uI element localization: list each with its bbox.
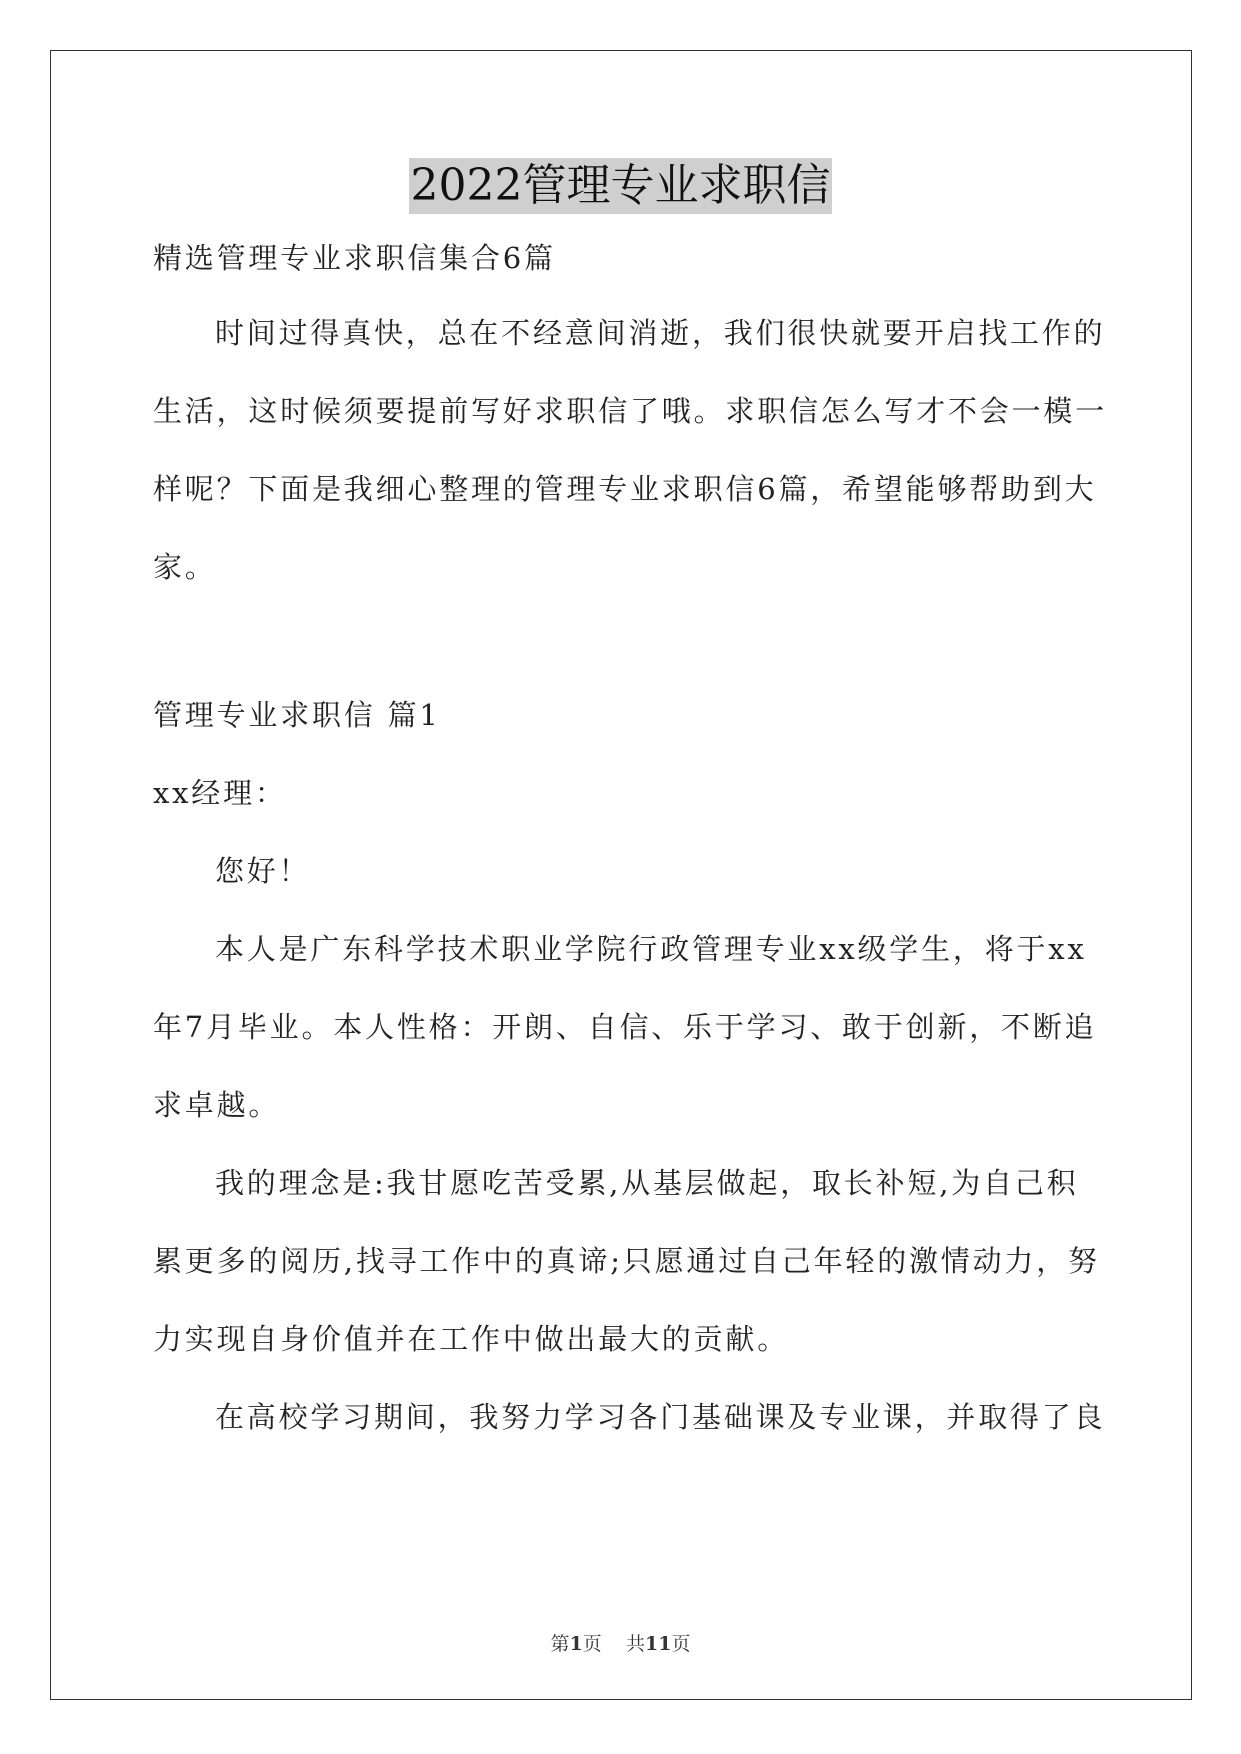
page-footer [0,1632,1241,1656]
intro-line: 时间过得真快，总在不经意间消逝，我们很快就要开启找工作的 [215,316,1106,350]
document-title: 2022管理专业求职信 [409,158,833,214]
body-line: 求卓越。 [153,1088,281,1122]
greeting: 您好！ [215,854,311,888]
body-line: 本人是广东科学技术职业学院行政管理专业xx级学生，将于xx [215,932,1087,966]
footer-total-prefix: 共 [625,1633,645,1655]
body-line: 累更多的阅历,找寻工作中的真谛;只愿通过自己年轻的激情动力，努 [153,1244,1100,1278]
body-line: 年7月毕业。本人性格：开朗、自信、乐于学习、敢于创新，不断追 [153,1010,1097,1044]
body-line: 力实现自身价值并在工作中做出最大的贡献。 [153,1322,790,1356]
intro-line: 家。 [153,550,217,584]
body-line: 我的理念是:我甘愿吃苦受累,从基层做起，取长补短,为自己积 [215,1166,1079,1200]
intro-line: 样呢？下面是我细心整理的管理专业求职信6篇，希望能够帮助到大 [153,472,1097,506]
section-heading: 管理专业求职信 篇1 [153,698,441,732]
footer-total-suffix: 页 [671,1633,691,1655]
current-page-number: 1 [569,1633,583,1655]
title-container [0,158,1241,214]
body-line: 在高校学习期间，我努力学习各门基础课及专业课，并取得了良 [215,1400,1106,1434]
document-subtitle: 精选管理专业求职信集合6篇 [153,241,556,275]
total-pages-number: 11 [644,1633,672,1655]
salutation: xx经理： [153,776,287,810]
footer-prefix: 第 [550,1633,570,1655]
intro-line: 生活，这时候须要提前写好求职信了哦。求职信怎么写才不会一模一 [153,394,1108,428]
footer-page-suffix: 页 [582,1633,602,1655]
